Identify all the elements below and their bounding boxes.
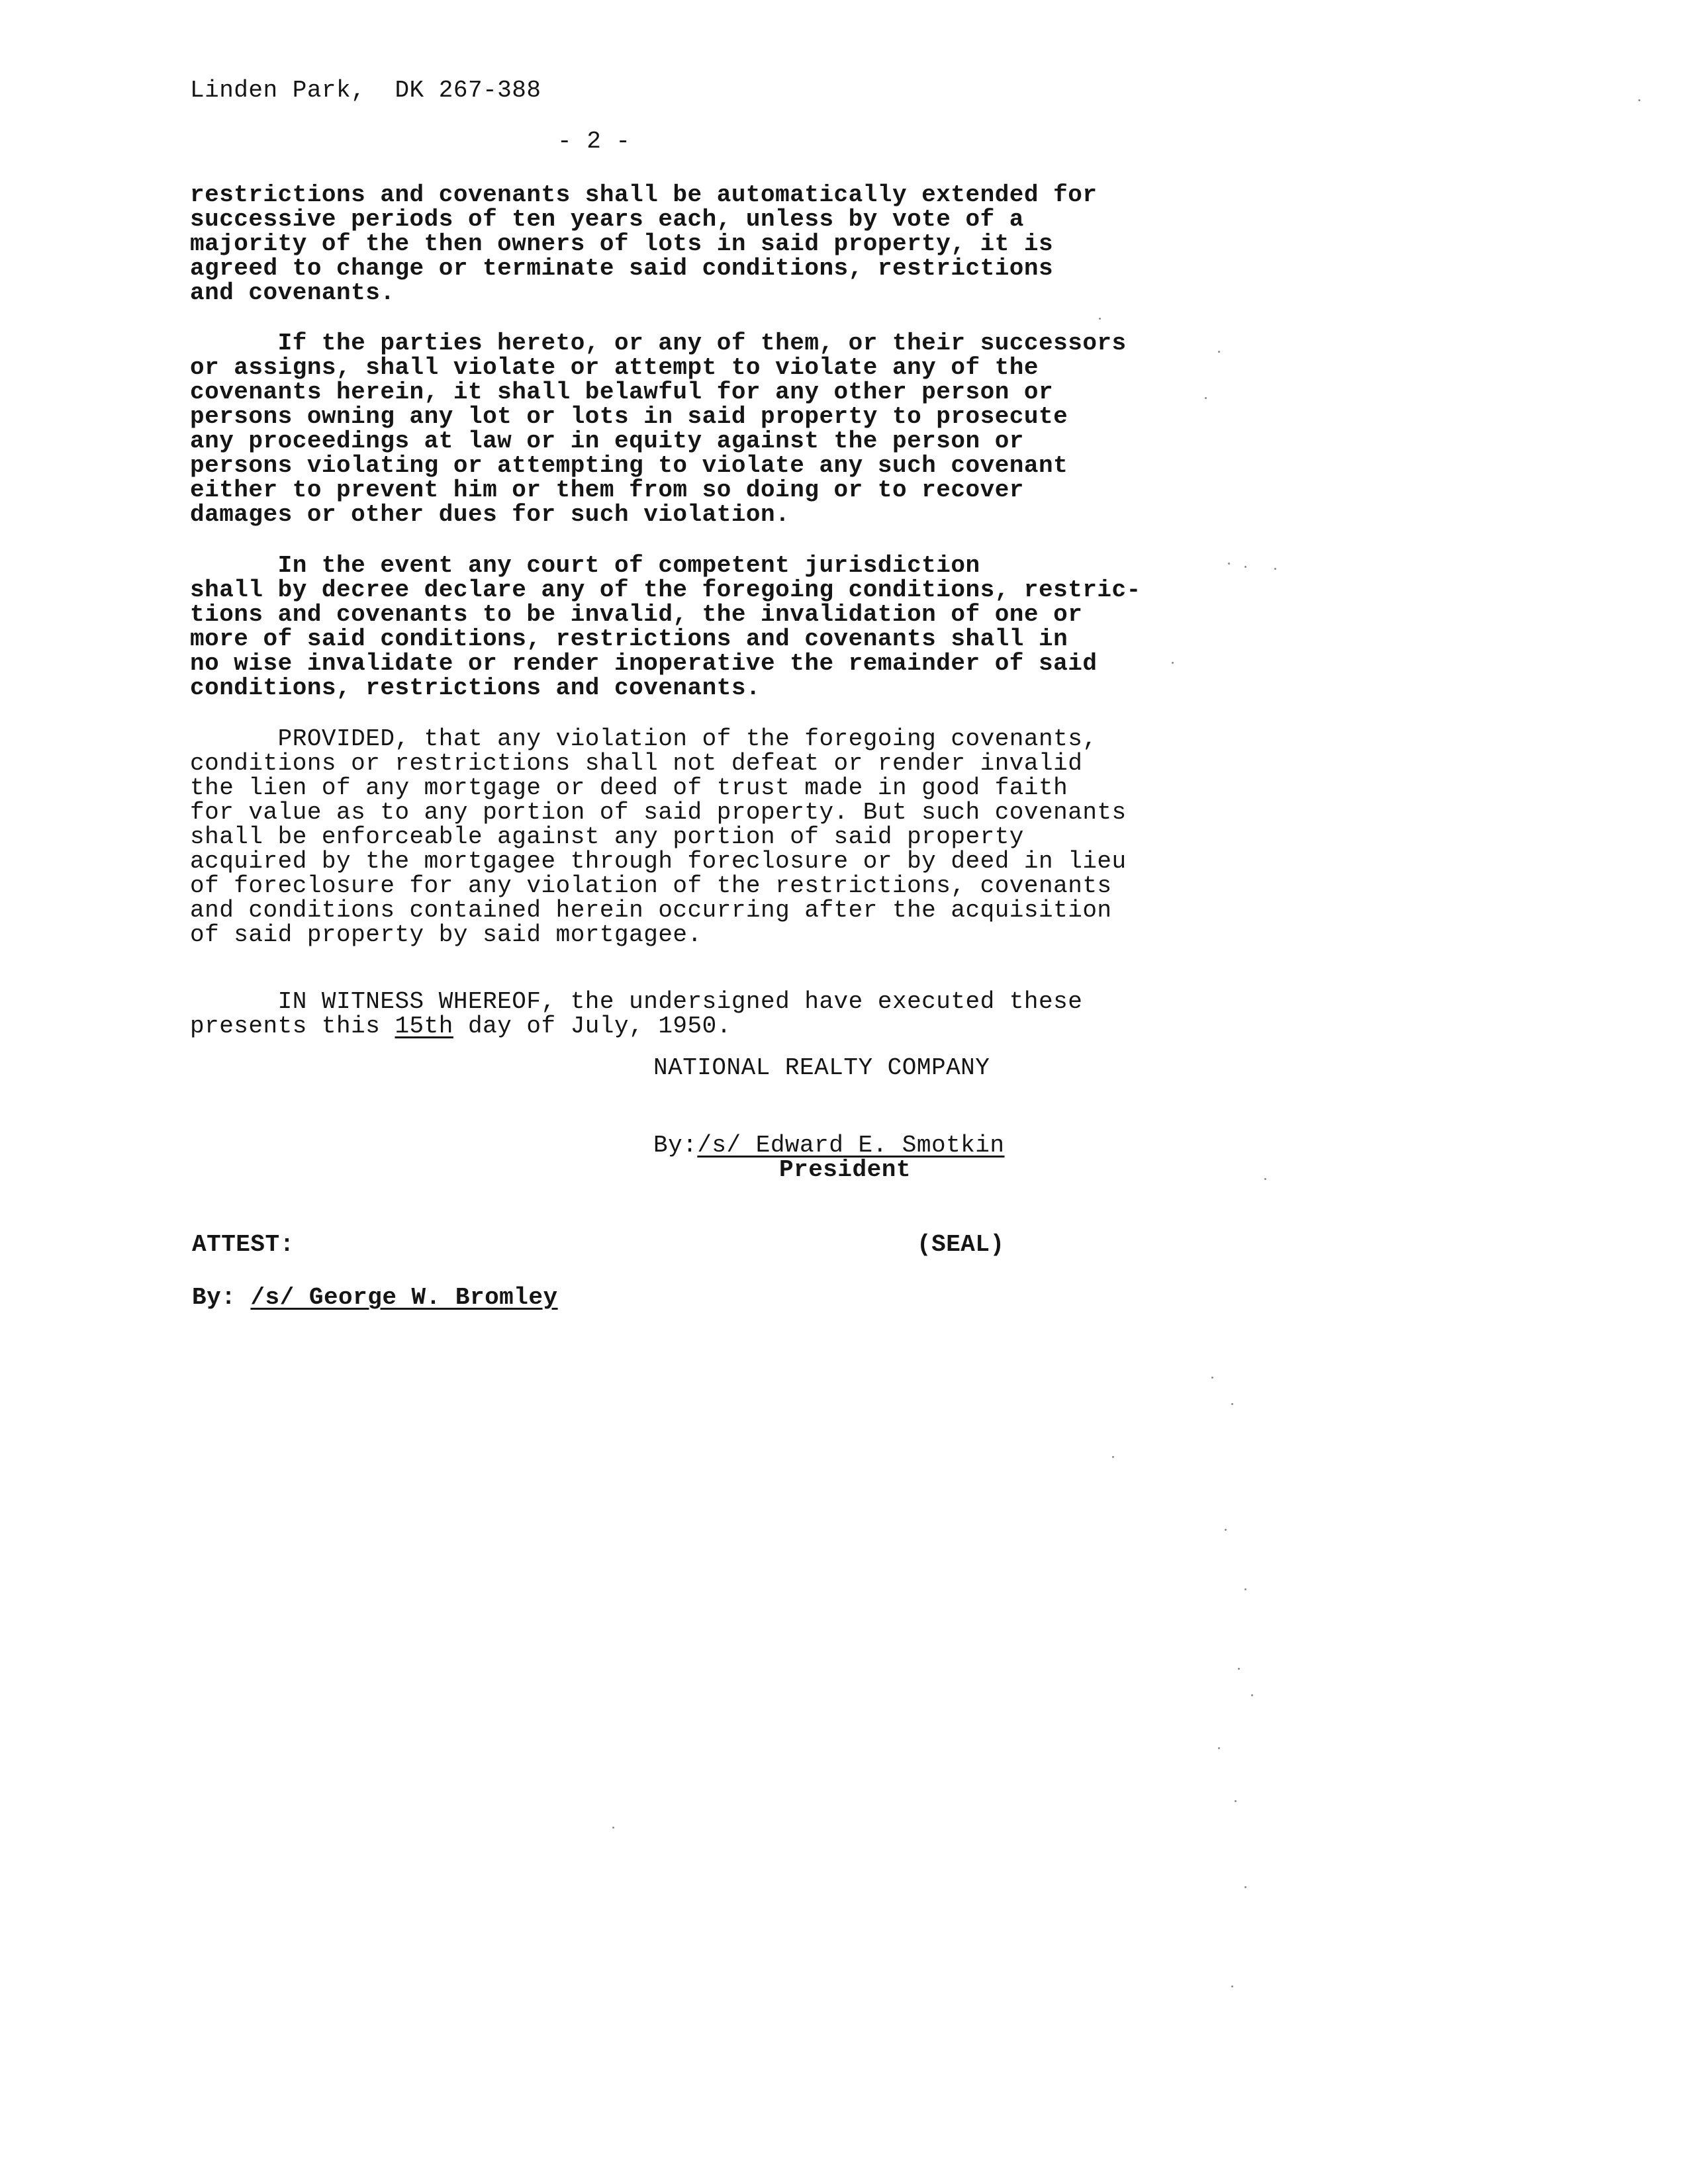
paragraph-mortgage-proviso xyxy=(190,727,1196,947)
text-line: successive periods of ten years each, unless by vote of a xyxy=(190,206,1024,233)
text-line: of foreclosure for any violation of the restrictions, covenants xyxy=(190,872,1112,899)
scan-speck xyxy=(1218,1747,1220,1749)
text-line: the lien of any mortgage or deed of trust made in good faith xyxy=(190,774,1068,801)
text-line: conditions or restrictions shall not defeat or render invalid xyxy=(190,750,1083,777)
text-line: IN WITNESS WHEREOF, the undersigned have executed these xyxy=(190,988,1083,1015)
paragraph-extension xyxy=(190,183,1196,305)
scan-speck xyxy=(1112,1456,1114,1458)
scan-speck xyxy=(1235,1800,1237,1802)
attest-by-label: By: xyxy=(192,1284,251,1311)
scan-speck xyxy=(1244,1886,1246,1888)
text-line: majority of the then owners of lots in said property, it is xyxy=(190,230,1054,257)
signer-line xyxy=(653,1133,1005,1158)
text-line: and conditions contained herein occurring after the acquisition xyxy=(190,897,1112,924)
document-reference: Linden Park, DK 267-388 xyxy=(190,77,541,104)
date-prefix: presents this xyxy=(190,1013,395,1040)
text-line: PROVIDED, that any violation of the foregoing covenants, xyxy=(190,725,1098,752)
text-line: restrictions and covenants shall be automatically extended for xyxy=(190,181,1098,208)
date-day: 15th xyxy=(395,1013,453,1040)
text-line: shall be enforceable against any portion of said property xyxy=(190,823,1024,850)
scan-speck xyxy=(1205,397,1207,399)
text-line: persons owning any lot or lots in said property to prosecute xyxy=(190,403,1068,430)
text-line: acquired by the mortgagee through foreclosure or by deed in lieu xyxy=(190,848,1127,875)
text-line: or assigns, shall violate or attempt to violate any of the xyxy=(190,354,1039,381)
scan-speck xyxy=(1244,1588,1246,1590)
text-line: covenants herein, it shall belawful for any other person or xyxy=(190,379,1054,406)
text-line: conditions, restrictions and covenants. xyxy=(190,674,761,702)
scan-speck xyxy=(1211,1377,1213,1379)
scan-speck xyxy=(1238,1668,1240,1670)
text-line: tions and covenants to be invalid, the invalidation of one or xyxy=(190,601,1083,628)
scan-speck xyxy=(1099,318,1101,320)
scan-speck xyxy=(1231,1985,1233,1987)
text-line: for value as to any portion of said property. But such covenants xyxy=(190,799,1127,826)
scan-speck xyxy=(1638,99,1640,101)
attest-label: ATTEST: xyxy=(192,1231,295,1258)
scan-speck xyxy=(1225,1529,1227,1531)
text-line: no wise invalidate or render inoperative the remainder of said xyxy=(190,650,1098,677)
attest-signer-line xyxy=(192,1285,558,1310)
text-line: any proceedings at law or in equity against the person or xyxy=(190,428,1024,455)
scan-speck xyxy=(1218,351,1220,353)
text-line: In the event any court of competent jurisdiction xyxy=(190,552,980,579)
signer-name: /s/ Edward E. Smotkin xyxy=(697,1132,1005,1159)
paragraph-severability xyxy=(190,553,1196,700)
text-line: and covenants. xyxy=(190,279,395,306)
attest-signer-name: /s/ George W. Bromley xyxy=(250,1284,558,1311)
scan-speck xyxy=(1228,563,1230,565)
scan-speck xyxy=(612,1827,614,1829)
date-suffix: day of July, 1950. xyxy=(453,1013,731,1040)
signer-title: President xyxy=(779,1156,911,1183)
text-line: persons violating or attempting to violate any such covenant xyxy=(190,452,1068,479)
text-line: agreed to change or terminate said conditions, restrictions xyxy=(190,255,1054,282)
seal-label: (SEAL) xyxy=(917,1231,1005,1258)
company-name: NATIONAL REALTY COMPANY xyxy=(653,1054,990,1081)
page-number: - 2 - xyxy=(557,128,631,155)
scan-speck xyxy=(1231,1403,1233,1405)
text-line: of said property by said mortgagee. xyxy=(190,921,702,948)
scan-speck xyxy=(1274,568,1276,570)
signer-by-label: By: xyxy=(653,1132,698,1159)
text-line: either to prevent him or them from so doing or to recover xyxy=(190,477,1024,504)
text-line: damages or other dues for such violation. xyxy=(190,501,790,528)
text-line xyxy=(190,1014,1196,1038)
text-line: shall by decree declare any of the foregoing conditions, restric- xyxy=(190,576,1141,604)
text-line: more of said conditions, restrictions and covenants shall in xyxy=(190,625,1068,653)
paragraph-witness xyxy=(190,989,1196,1038)
scan-speck xyxy=(1264,1178,1266,1180)
text-line: If the parties hereto, or any of them, or their successors xyxy=(190,330,1127,357)
paragraph-violation xyxy=(190,331,1196,527)
scan-speck xyxy=(1172,662,1174,664)
scan-speck xyxy=(1251,1694,1253,1696)
scan-speck xyxy=(1244,566,1246,568)
